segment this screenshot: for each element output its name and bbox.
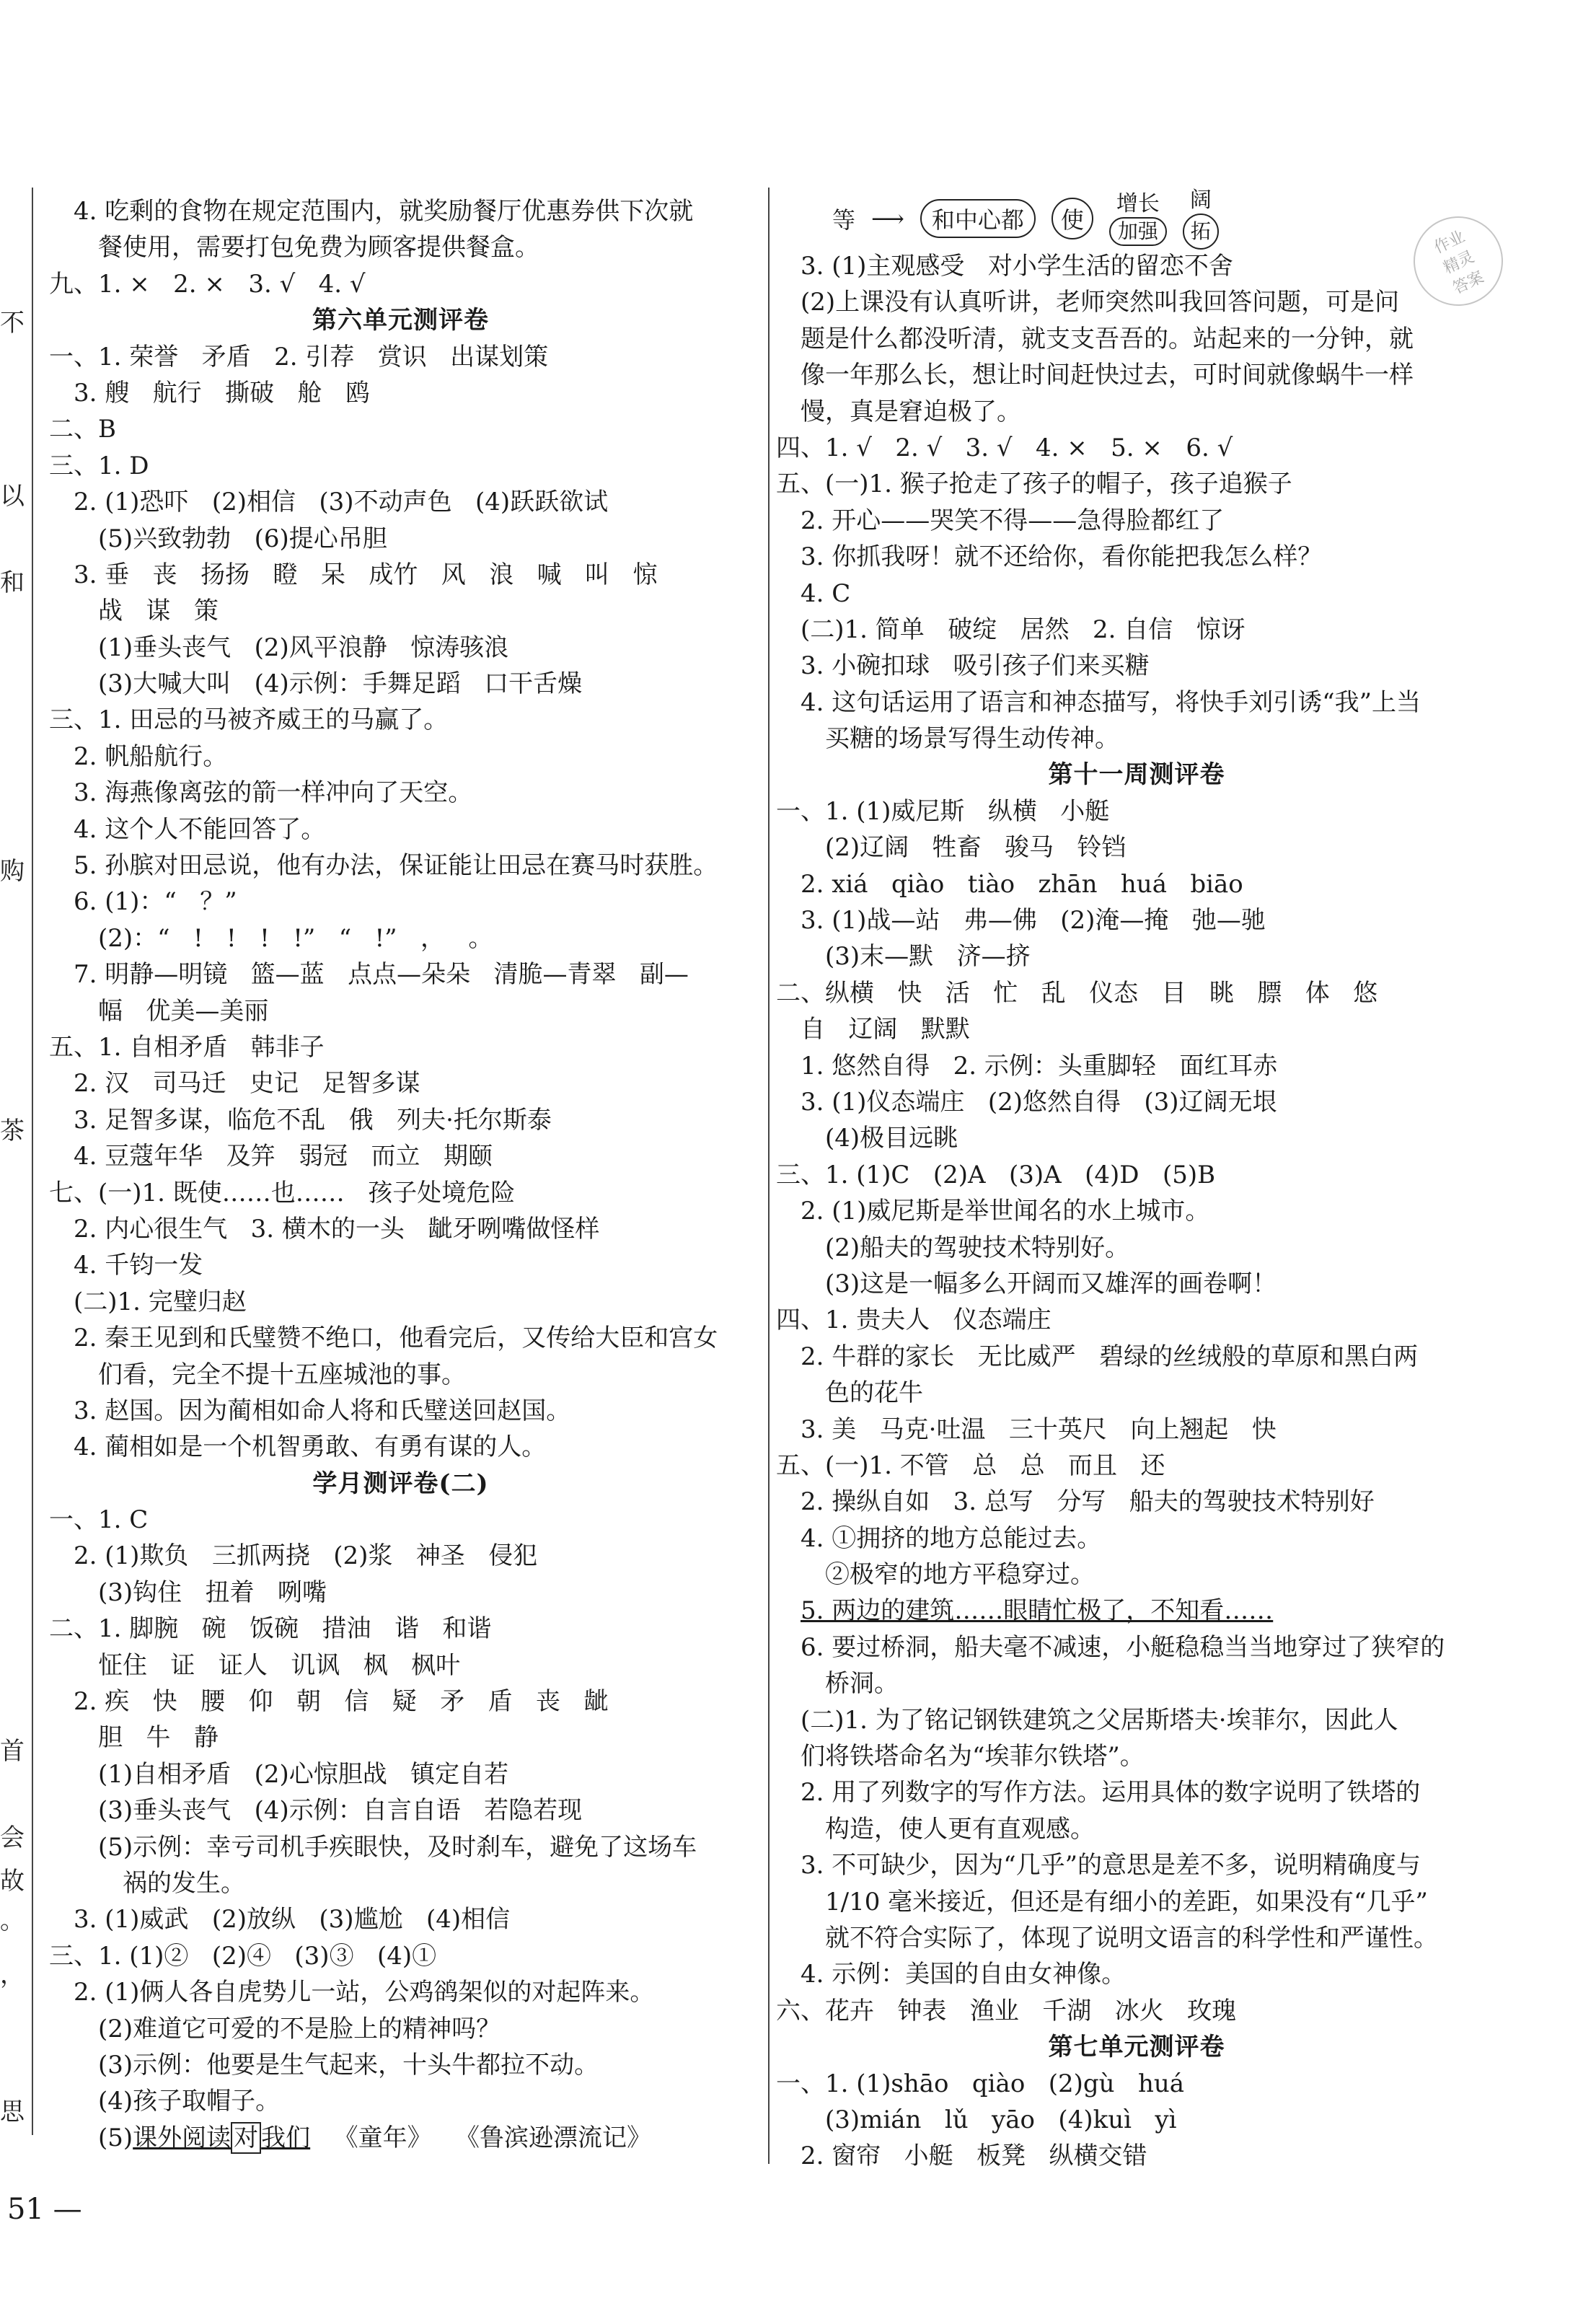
answer-line: 四、1. √ 2. √ 3. √ 4. × 5. × 6. √	[776, 433, 1233, 462]
left-column	[49, 193, 752, 2156]
answer-line: 怔住 证 证人 讥讽 枫 枫叶	[98, 1650, 461, 1680]
edge-fragment: 茶	[0, 1117, 25, 1145]
answer-line: 3. 艘 航行 撕破 舱 鸥	[74, 378, 370, 408]
answer-line: (1)垂头丧气 (2)风平浪静 惊涛骇浪	[98, 633, 509, 662]
answer-line: 4. 这个人不能回答了。	[74, 814, 326, 844]
answer-line: 2. 窗帘 小艇 板凳 纵横交错	[801, 2142, 1147, 2171]
answer-line: 二、1. 脚腕 碗 饭碗 措油 谐 和谐	[49, 1614, 492, 1644]
answer-line: 2. (1)欺负 三抓两挠 (2)浆 神圣 侵犯	[74, 1541, 538, 1571]
right-answers	[776, 248, 1497, 2175]
edge-fragment: ，	[0, 1960, 25, 1989]
answer-line: 3. 赵国。因为蔺相如命人将和氏璧送回赵国。	[74, 1396, 571, 1425]
answer-line: 2. (1)俩人各自虎势儿一站，公鸡鹆架似的对起阵来。	[74, 1978, 655, 2007]
stamp-line-3: 答案	[1450, 268, 1487, 298]
answer-line: 们将铁塔命名为“埃菲尔铁塔”。	[801, 1742, 1145, 1772]
stack-word-2	[1183, 188, 1219, 250]
answer-line: 2. 内心很生气 3. 横木的一头 龇牙咧嘴做怪样	[74, 1214, 600, 1244]
answer-line: 4. 千钧一发	[74, 1251, 203, 1280]
left-rule	[32, 188, 33, 2135]
stamp-line-1: 作业	[1431, 227, 1468, 258]
answer-line: 一、1. C	[49, 1505, 149, 1535]
answer-line: 4. C	[801, 578, 851, 608]
answer-line: 2. (1)威尼斯是举世闻名的水上城市。	[801, 1197, 1210, 1226]
answer-line: 2. 牛群的家长 无比威严 碧绿的丝绒般的草原和黑白两	[801, 1342, 1419, 1371]
answer-line: (2)难道它可爱的不是脸上的精神吗？	[98, 2014, 501, 2043]
right-column	[776, 188, 1497, 2175]
answer-line: 3. 你抓我呀！就不还给你，看你能把我怎么样？	[801, 542, 1323, 572]
answer-line: 2. 秦王见到和氏璧赞不绝口，他看完后，又传给大臣和宫女	[74, 1324, 718, 1353]
answer-line: 三、1. 田忌的马被齐威王的马赢了。	[49, 705, 449, 735]
edge-fragment: 和	[0, 568, 25, 597]
answer-line: (二)1. 完璧归赵	[74, 1287, 247, 1316]
answer-line: 1. 悠然自得 2. 示例：头重脚轻 面红耳赤	[801, 1051, 1278, 1081]
answer-line: (4)孩子取帽子。	[98, 2087, 281, 2116]
answer-line: 3. 不可缺少，因为“几乎”的意思是差不多，说明精确度与	[801, 1851, 1421, 1880]
answer-line: 3. 海燕像离弦的箭一样冲向了天空。	[74, 778, 473, 808]
edge-fragment: 首	[0, 1737, 25, 1766]
answer-line: 4. 吃剩的食物在规定范围内，就奖励餐厅优惠券供下次就	[74, 197, 694, 226]
section-heading: 第六单元测评卷	[312, 306, 489, 335]
edge-fragment: 购	[0, 857, 25, 886]
answer-line: 五、(一)1. 不管 总 总 而且 还	[776, 1451, 1165, 1480]
answer-line: 祸的发生。	[123, 1868, 245, 1898]
answer-line: (5)兴致勃勃 (6)提心吊胆	[98, 524, 387, 553]
page-number: 51 —	[7, 2193, 82, 2226]
deng-label: 等	[832, 206, 856, 234]
answer-line: 一、1. 荣誉 矛盾 2. 引荐 赏识 出谋划策	[49, 342, 549, 371]
mark-u2: 我们	[261, 2123, 311, 2152]
answer-line: 幅 优美—美丽	[98, 996, 269, 1026]
answer-line: 2. 操纵自如 3. 总写 分写 船夫的驾驶技术特别好	[801, 1487, 1375, 1517]
stack-word-2-top: 阔	[1189, 188, 1212, 213]
answer-line: 慢，真是窘迫极了。	[801, 397, 1021, 426]
answer-line: (3)这是一幅多么开阔而又雄浑的画卷啊！	[825, 1269, 1277, 1298]
stack-word-1	[1109, 191, 1167, 246]
edge-fragment: 思	[0, 2098, 25, 2126]
answer-line: 五、1. 自相矛盾 韩非子	[49, 1032, 325, 1062]
answer-line: 三、1. (1)② (2)④ (3)③ (4)①	[49, 1941, 437, 1971]
answer-line: 2. 帆船航行。	[74, 741, 228, 771]
answer-line: (2)船夫的驾驶技术特别好。	[825, 1233, 1130, 1262]
answer-line: 2. (1)恐吓 (2)相信 (3)不动声色 (4)跃跃欲试	[74, 488, 609, 517]
answer-line: 3. (1)威武 (2)放纵 (3)尴尬 (4)相信	[74, 1905, 511, 1935]
answer-line: (2)上课没有认真听讲，老师突然叫我回答问题，可是问	[801, 288, 1400, 317]
answer-line: 像一年那么长，想让时间赶快过去，可时间就像蜗牛一样	[801, 361, 1414, 390]
mark-pre: (5)	[98, 2123, 133, 2152]
answer-line: (2)：“ ! ! ! !” “ !” ， 。	[98, 923, 493, 953]
answer-line: 九、1. × 2. × 3. √ 4. √	[49, 269, 366, 299]
stack-word-1-bottom: 加强	[1109, 217, 1167, 246]
answer-line: 3. 垂 丧 扬扬 瞪 呆 成竹 风 浪 喊 叫 惊	[74, 560, 658, 589]
answer-line: 题是什么都没听清，就支支吾吾的。站起来的一分钟，就	[801, 324, 1414, 353]
answer-line: 2. 开心——哭笑不得——急得脸都红了	[801, 506, 1225, 535]
answer-line: 4. 豆蔻年华 及笄 弱冠 而立 期颐	[74, 1142, 493, 1171]
answer-line: 4. 蔺相如是一个机智勇敢、有勇有谋的人。	[74, 1433, 547, 1462]
answer-line: 3. 足智多谋，临危不乱 俄 列夫·托尔斯泰	[74, 1105, 552, 1135]
answer-line: 4. 示例：美国的自由女神像。	[801, 1960, 1127, 1989]
answer-line: 4. 这句话运用了语言和神态描写，将快手刘引诱“我”上当	[801, 687, 1421, 717]
answer-line: 六、花卉 钟表 渔业 千湖 冰火 玫瑰	[776, 1996, 1237, 2025]
answer-line: 2. 用了列数字的写作方法。运用具体的数字说明了铁塔的	[801, 1778, 1421, 1808]
answer-line: (3)大喊大叫 (4)示例：手舞足蹈 口干舌燥	[98, 669, 583, 699]
answer-line: 3. 小碗扣球 吸引孩子们来买糖	[801, 651, 1150, 681]
answer-line: (3)末—默 济—挤	[825, 942, 1031, 972]
answer-line: 自 辽阔 默默	[801, 1015, 970, 1044]
answer-line: 三、1. (1)C (2)A (3)A (4)D (5)B	[776, 1160, 1216, 1189]
answer-line: 3. (1)仪态端庄 (2)悠然自得 (3)辽阔无垠	[801, 1087, 1277, 1117]
answer-line: 们看，完全不提十五座城池的事。	[98, 1360, 466, 1389]
answer-line: 3. (1)战—站 弗—佛 (2)淹—掩 弛—驰	[801, 906, 1266, 936]
answer-line: ②极窄的地方平稳穿过。	[825, 1560, 1095, 1590]
answer-line: 二、纵横 快 活 忙 乱 仪态 目 眺 膘 体 悠	[776, 978, 1378, 1008]
section-heading: 第十一周测评卷	[1048, 760, 1225, 790]
answer-line: 五、(一)1. 猴子抢走了孩子的帽子，孩子追猴子	[776, 470, 1292, 499]
answer-line: 三、1. D	[49, 451, 149, 480]
answer-line: 6. 要过桥洞，船夫毫不减速，小艇稳稳当当地穿过了狭窄的	[801, 1632, 1445, 1662]
answer-line: (3)示例：他要是生气起来，十头牛都拉不动。	[98, 2050, 599, 2080]
answer-line: 胆 牛 静	[98, 1723, 219, 1753]
word-diagram-row	[776, 188, 1497, 244]
answer-line: 5. 两边的建筑……眼睛忙极了，不知看……	[801, 1596, 1274, 1626]
arrow-icon: ⟶	[871, 205, 904, 232]
section-heading: 第七单元测评卷	[1048, 2033, 1225, 2062]
mark-u1: 课外阅读	[133, 2123, 232, 2152]
stack-word-1-top: 增长	[1116, 191, 1160, 216]
edge-fragment: 。	[0, 1906, 25, 1935]
answer-line: 二、B	[49, 415, 116, 444]
answer-line: (2)辽阔 牲畜 骏马 铃铛	[825, 833, 1127, 863]
stamp-line-2: 精灵	[1440, 247, 1478, 278]
answer-line: 3. (1)主观感受 对小学生活的留恋不舍	[801, 252, 1233, 281]
mark-post: 《童年》 《鲁滨逊漂流记》	[310, 2123, 652, 2152]
answer-line: (1)自相矛盾 (2)心惊胆战 镇定自若	[98, 1759, 509, 1789]
answer-line: 2. 疾 快 腰 仰 朝 信 疑 矛 盾 丧 龇	[74, 1687, 609, 1717]
answer-line: 2. 汉 司马迁 史记 足智多谋	[74, 1069, 420, 1099]
answer-line: 七、(一)1. 既使……也…… 孩子处境危险	[49, 1178, 516, 1207]
answer-line: 桥洞。	[825, 1669, 899, 1699]
answer-line: (3)mián lǔ yāo (4)kuì yì	[825, 2105, 1177, 2134]
answer-line: 一、1. (1)威尼斯 纵横 小艇	[776, 796, 1110, 826]
answer-line: (3)垂头丧气 (4)示例：自言自语 若隐若现	[98, 1796, 583, 1826]
answer-line: 战 谋 策	[98, 597, 219, 626]
oval-word: 和中心都	[920, 199, 1036, 238]
edge-fragment: 以	[0, 482, 25, 511]
stack-word-2-bottom: 拓	[1183, 214, 1219, 250]
answer-line: 6. (1)：“ ？”	[74, 887, 237, 917]
mark-box: 对	[231, 2122, 261, 2154]
answer-line: 色的花牛	[825, 1378, 923, 1408]
answer-line: 4. ①拥挤的地方总能过去。	[801, 1523, 1102, 1553]
answer-line: (二)1. 简单 破绽 居然 2. 自信 惊讶	[801, 615, 1246, 644]
column-divider	[768, 188, 770, 2164]
answer-line: 1/10 毫米接近，但还是有细小的差距，如果没有“几乎”	[825, 1887, 1428, 1916]
edge-fragment: 会	[0, 1823, 25, 1852]
answer-line: (3)钩住 扭着 咧嘴	[98, 1577, 327, 1607]
answer-line-marked	[49, 2120, 752, 2156]
answer-line: (二)1. 为了铭记钢铁建筑之父居斯塔夫·埃菲尔，因此人	[801, 1705, 1398, 1735]
answer-line: 构造，使人更有直观感。	[825, 1814, 1095, 1844]
answer-line: 7. 明静—明镜 篮—蓝 点点—朵朵 清脆—青翠 副—	[74, 960, 689, 990]
answer-line: 2. xiá qiào tiào zhān huá biāo	[801, 869, 1243, 899]
edge-fragment: 不	[0, 309, 25, 338]
edge-fragment: 故	[0, 1867, 25, 1896]
answer-line: 买糖的场景写得生动传神。	[825, 724, 1119, 754]
answer-line: (5)示例：幸亏司机手疾眼快，及时刹车，避免了这场车	[98, 1832, 697, 1862]
answer-line: 5. 孙膑对田忌说，他有办法，保证能让田忌在赛马时获胜。	[74, 851, 718, 881]
answer-line: 一、1. (1)shāo qiào (2)gù huá	[776, 2069, 1185, 2098]
answer-line: 就不符合实际了，体现了说明文语言的科学性和严谨性。	[825, 1923, 1438, 1953]
answer-line: (4)极目远眺	[825, 1124, 958, 1153]
answer-line: 餐使用，需要打包免费为顾客提供餐盒。	[98, 233, 539, 263]
answer-line: 3. 美 马克·吐温 三十英尺 向上翘起 快	[801, 1414, 1277, 1444]
circle-word: 使	[1051, 198, 1093, 239]
section-heading: 学月测评卷(二)	[312, 1469, 489, 1498]
answer-line: 四、1. 贵夫人 仪态端庄	[776, 1306, 1051, 1335]
